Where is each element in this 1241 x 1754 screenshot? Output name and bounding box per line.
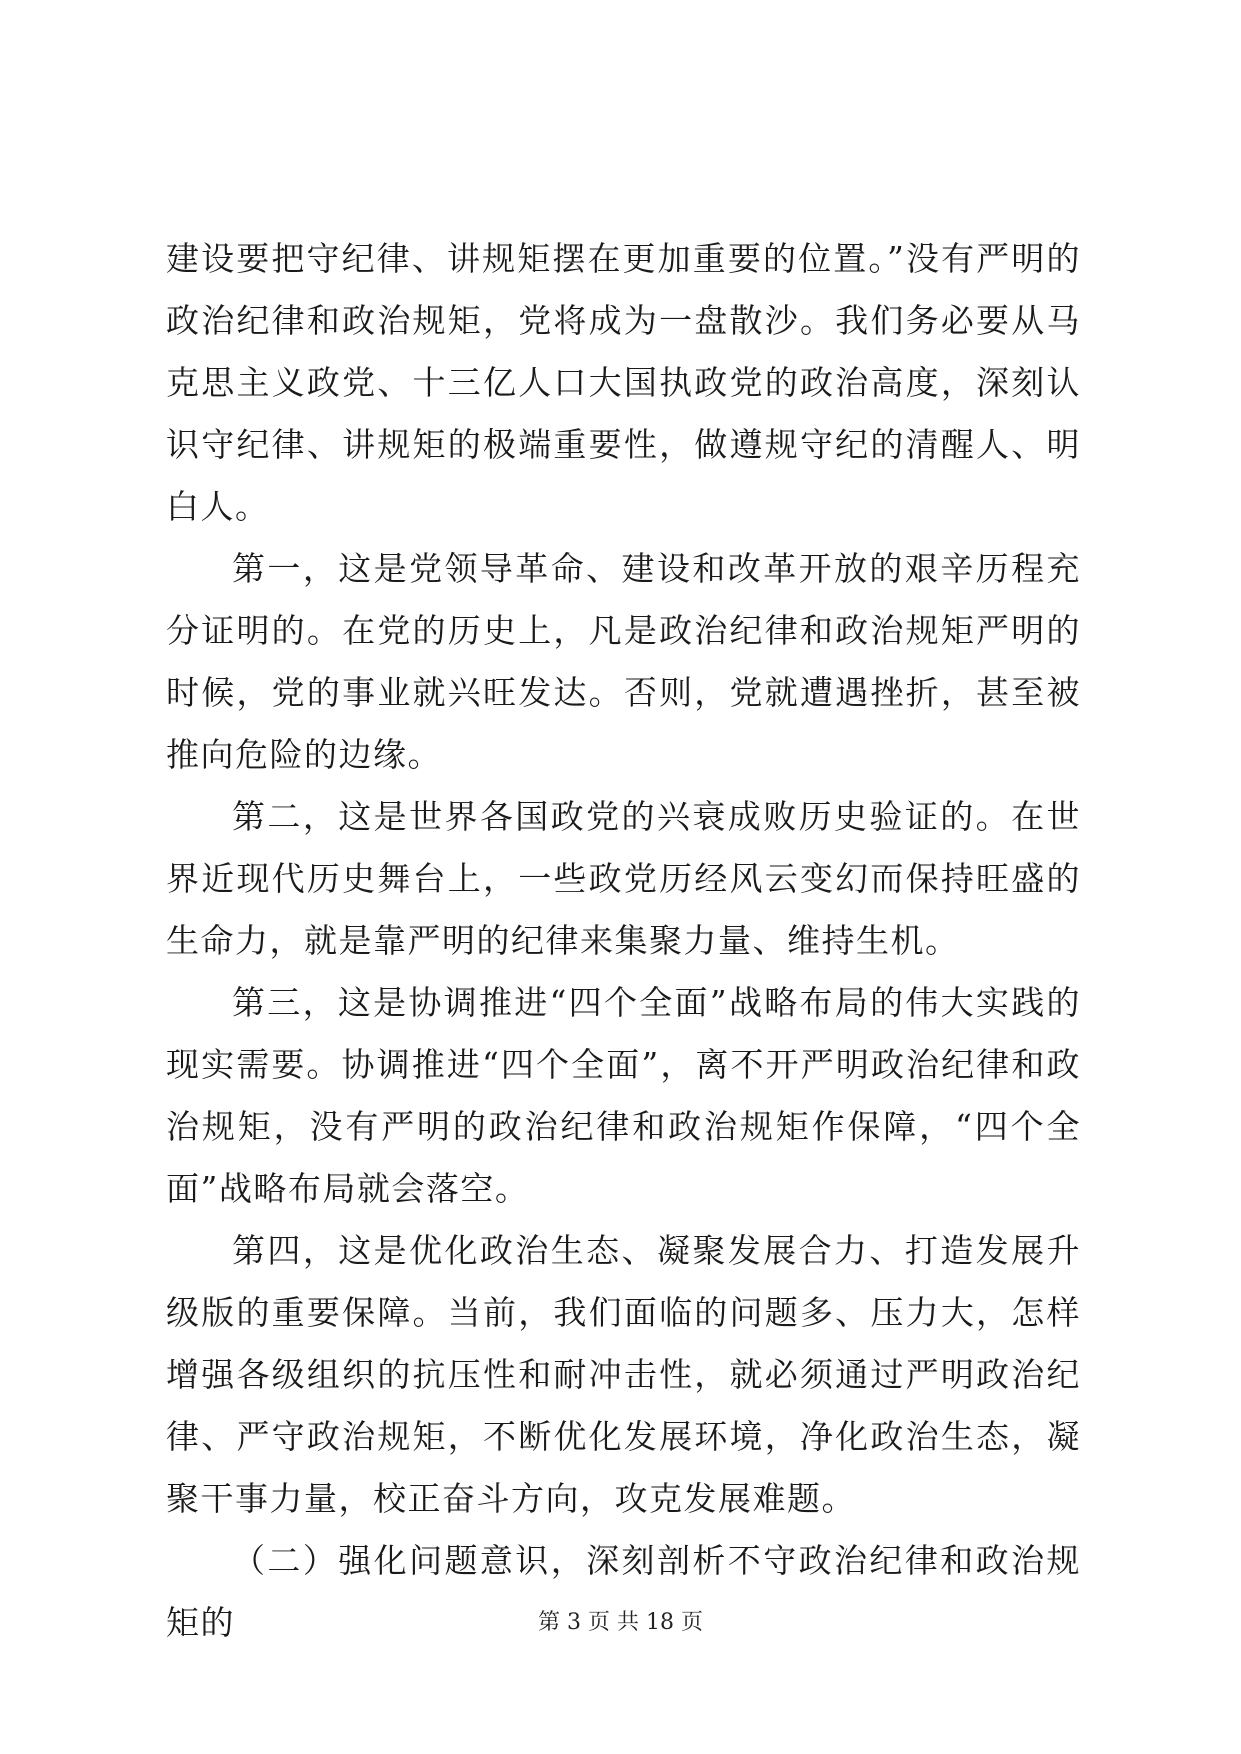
paragraph-continuation: 建设要把守纪律、讲规矩摆在更加重要的位置。”没有严明的政治纪律和政治规矩，党将成为一盘散沙。我们务必要从马克思主义政党、十三亿人口大国执政党的政治高度，深刻认识守纪律、讲规矩的极端重要性，做遵规守纪的清醒人、明白人。 bbox=[166, 239, 1081, 526]
paragraph-point-four: 第四，这是优化政治生态、凝聚发展合力、打造发展升级版的重要保障。当前，我们面临的问题多、压力大，怎样增强各级组织的抗压性和耐冲击性，就必须通过严明政治纪律、严守政治规矩，不断优化发展环境，净化政治生态，凝聚干事力量，校正奋斗方向，攻克发展难题。 bbox=[166, 1231, 1081, 1518]
paragraph-point-two: 第二，这是世界各国政党的兴衰成败历史验证的。在世界近现代历史舞台上，一些政党历经风云变幻而保持旺盛的生命力，就是靠严明的纪律来集聚力量、维持生机。 bbox=[166, 797, 1081, 960]
paragraph-point-three: 第三，这是协调推进“四个全面”战略布局的伟大实践的现实需要。协调推进“四个全面”，离不开严明政治纪律和政治规矩，没有严明的政治纪律和政治规矩作保障，“四个全面”战略布局就会落空。 bbox=[166, 983, 1081, 1208]
page-number-footer: 第 3 页 共 18 页 bbox=[538, 1610, 703, 1635]
section-heading-two: （二）强化问题意识，深刻剖析不守政治纪律和政治规矩的 bbox=[166, 1541, 1081, 1642]
document-body bbox=[166, 228, 1081, 1654]
paragraph-point-one: 第一，这是党领导革命、建设和改革开放的艰辛历程充分证明的。在党的历史上，凡是政治纪律和政治规矩严明的时候，党的事业就兴旺发达。否则，党就遭遇挫折，甚至被推向危险的边缘。 bbox=[166, 549, 1081, 774]
